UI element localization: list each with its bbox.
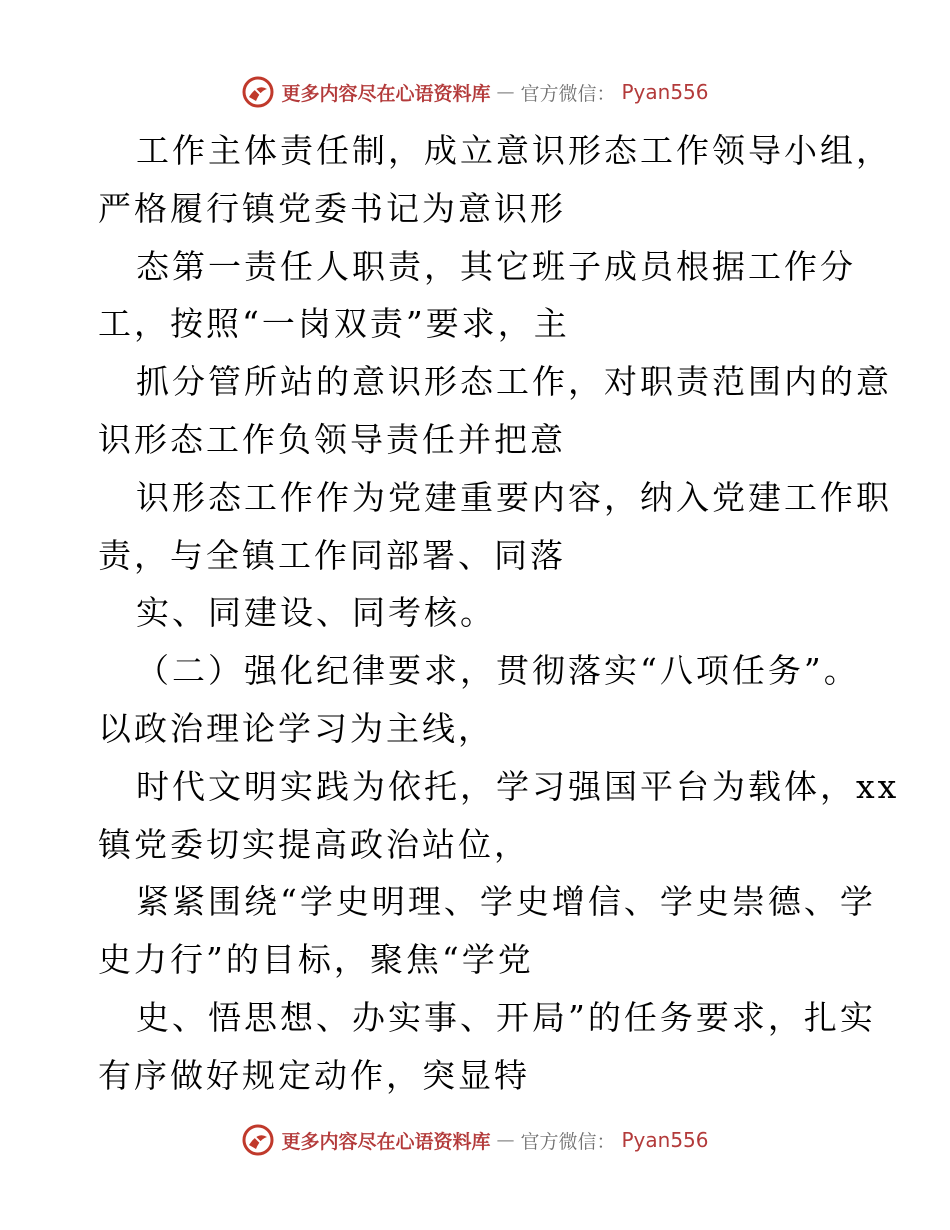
text-line: 识形态工作作为党建重要内容，纳入党建工作职: [136, 477, 892, 517]
ribbon-logo-icon: [241, 1123, 275, 1157]
text-line: 工，按照“一岗双责”要求，主: [98, 304, 570, 344]
text-line: 严格履行镇党委书记为意识形: [98, 188, 566, 228]
text-line: 时代文明实践为依托，学习强国平台为载体，xx: [136, 766, 900, 806]
header-watermark: [0, 72, 950, 112]
watermark-official-label: 官方微信：: [520, 82, 616, 105]
text-line: 抓分管所站的意识形态工作，对职责范围内的意: [136, 362, 892, 402]
text-line: 责，与全镇工作同部署、同落: [98, 535, 566, 575]
watermark-separator: —: [496, 1129, 515, 1151]
watermark-official-label: 官方微信：: [520, 1130, 616, 1153]
text-line: 镇党委切实提高政治站位，: [98, 824, 530, 864]
watermark-wechat-id: Pyan556: [621, 1128, 709, 1152]
watermark-separator: —: [496, 81, 515, 103]
text-line: 紧紧围绕“学史明理、学史增信、学史崇德、学: [136, 882, 876, 922]
text-line: 以政治理论学习为主线，: [98, 708, 494, 748]
watermark-brand-text: 更多内容尽在心语资料库: [281, 1130, 491, 1153]
text-line: 实、同建设、同考核。: [136, 593, 496, 633]
text-line: 史力行”的目标，聚焦“学党: [98, 940, 534, 980]
footer-watermark: [0, 1120, 950, 1160]
watermark-brand-text: 更多内容尽在心语资料库: [281, 82, 491, 105]
watermark-wechat-id: Pyan556: [621, 80, 709, 104]
text-line: 识形态工作负领导责任并把意: [98, 419, 566, 459]
section-heading-line: （二）强化纪律要求，贯彻落实“八项任务”。: [136, 651, 860, 691]
ribbon-logo-icon: [241, 75, 275, 109]
document-body: [98, 122, 900, 1105]
text-line: 史、悟思想、办实事、开局”的任务要求，扎实: [136, 997, 876, 1037]
text-line: 有序做好规定动作，突显特: [98, 1055, 530, 1095]
text-line: 工作主体责任制，成立意识形态工作领导小组，: [136, 131, 892, 170]
text-line: 态第一责任人职责，其它班子成员根据工作分: [136, 246, 856, 286]
